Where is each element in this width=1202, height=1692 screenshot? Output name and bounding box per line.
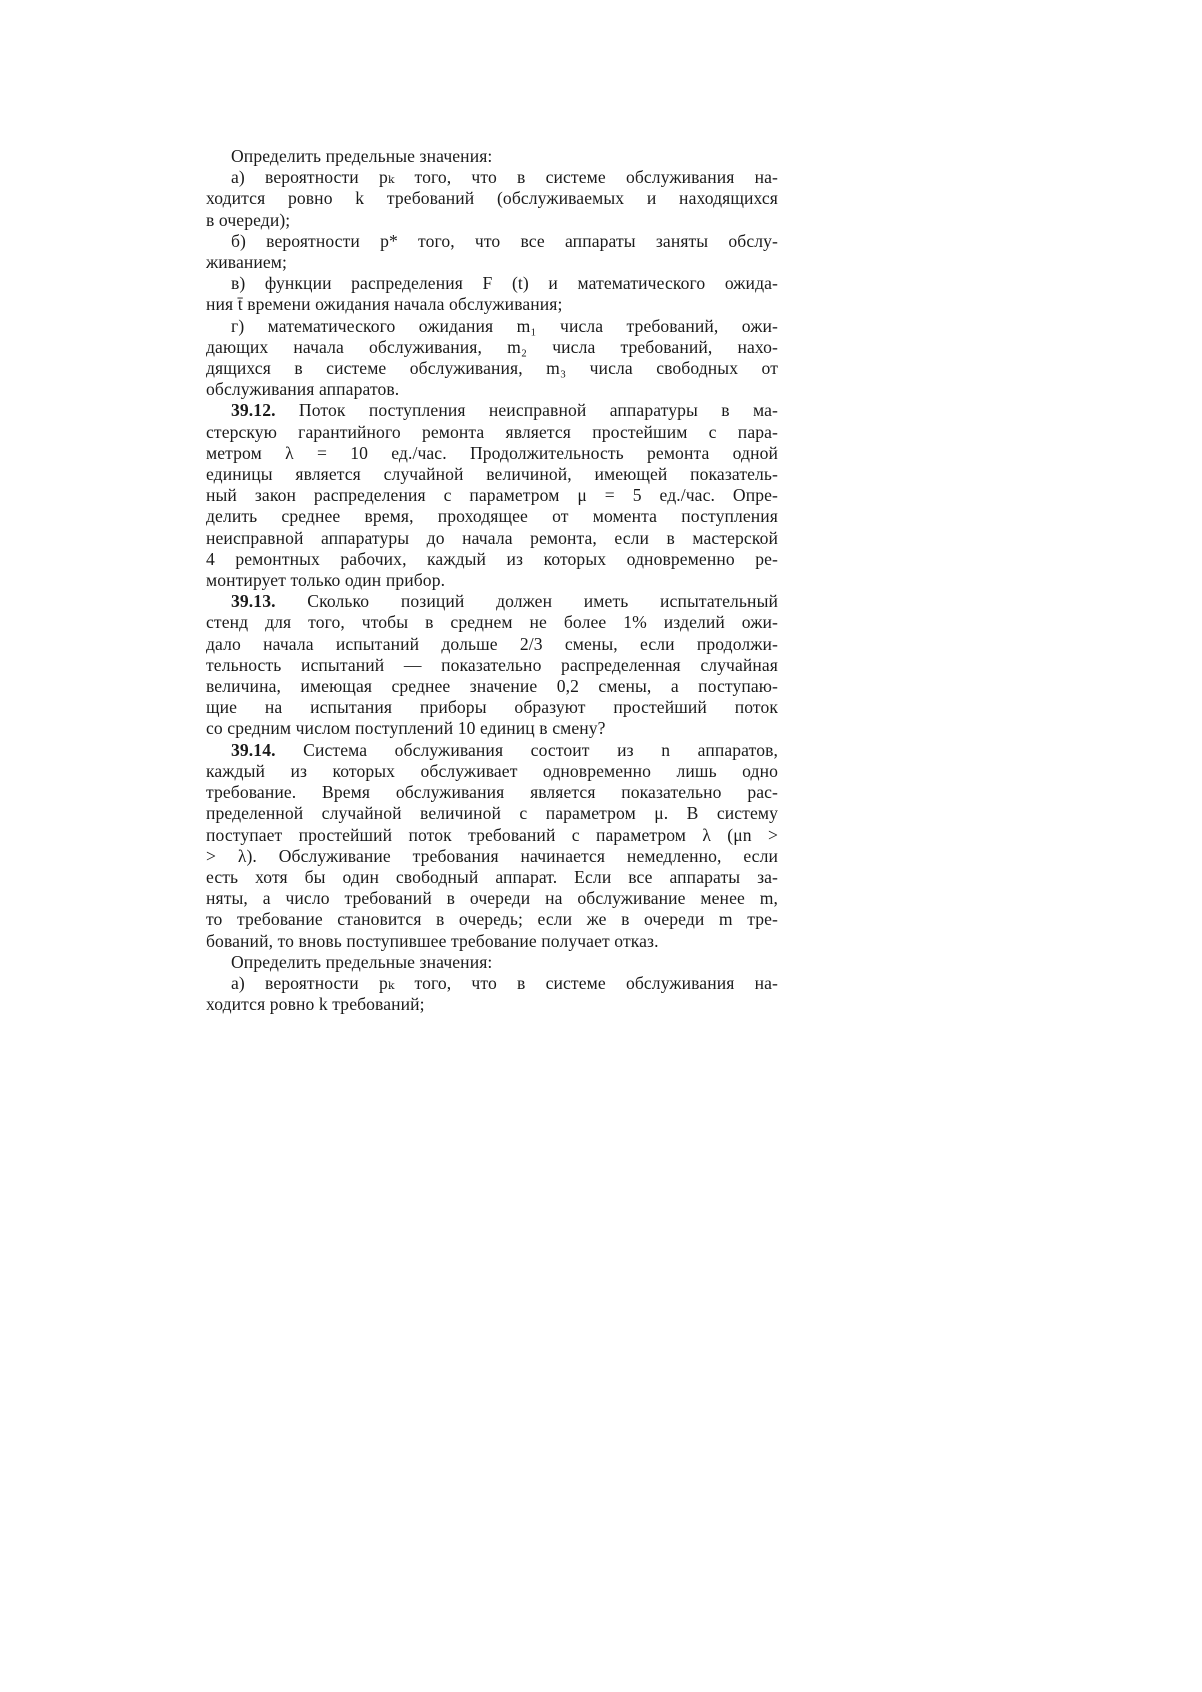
text-line: стерскую гарантийного ремонта является простейшим с пара- (206, 421, 778, 442)
text-line: величина, имеющая среднее значение 0,2 смены, а поступаю- (206, 676, 778, 697)
text-line: стенд для того, чтобы в среднем не более 1% изделий ожи- (206, 612, 778, 633)
text-line: метром λ = 10 ед./час. Продолжительность ремонта одной (206, 442, 778, 463)
text-line: б) вероятности p* того, что все аппараты заняты обслу- (231, 230, 778, 251)
text-line: пределенной случайной величиной с параметром μ. В систему (206, 803, 778, 824)
text-line: ный закон распределения с параметром μ = 5 ед./час. Опре- (206, 485, 778, 506)
text-line: дало начала испытаний дольше 2/3 смены, если продолжи- (206, 633, 778, 654)
paragraph-final-intro (206, 952, 778, 973)
text-line: в очереди); (206, 209, 291, 230)
text-line: обслуживания аппаратов. (206, 379, 400, 400)
text-line: единицы является случайной величиной, имеющей показатель- (206, 464, 778, 485)
text-line: тельность испытаний — показательно распределенная случайная (206, 654, 778, 675)
paragraph-intro (206, 146, 778, 167)
text-line: няты, а число требований в очереди на обслуживание менее m, (206, 888, 778, 909)
text-line: то требование становится в очередь; если же в очереди m тре- (206, 909, 778, 930)
problem-39-12 (206, 400, 778, 591)
text-line: каждый из которых обслуживает одновременно лишь одно (206, 760, 778, 781)
text-line: Определить предельные значения: (231, 146, 493, 166)
problem-first-line (206, 400, 778, 421)
problem-number: 39.13. (231, 591, 276, 612)
paragraph-final-item-a (206, 973, 778, 1015)
text-line: а) вероятности pₖ того, что в системе обслуживания на- (231, 167, 778, 188)
page-text (206, 146, 778, 1015)
text-line: неисправной аппаратуры до начала ремонта, если в мастерской (206, 527, 778, 548)
paragraph-item-a (206, 167, 778, 231)
problem-39-13 (206, 591, 778, 739)
text-line: поступает простейший поток требований с параметром λ (μn > (206, 824, 778, 845)
text-line: со средним числом поступлений 10 единиц в смену? (206, 718, 606, 739)
text-line: бований, то вновь поступившее требование получает отказ. (206, 930, 659, 951)
text-line: в) функции распределения F (t) и математического ожида- (231, 273, 778, 294)
text-line: ходится ровно k требований (обслуживаемых и находящихся (206, 188, 778, 209)
text-line: живанием; (206, 252, 288, 273)
text-line: ходится ровно k требований; (206, 994, 425, 1015)
text-line: требование. Время обслуживания является показательно рас- (206, 782, 778, 803)
text-line: дящихся в системе обслуживания, m₃ числа свободных от (206, 358, 778, 379)
problem-number: 39.12. (231, 400, 276, 421)
problem-first-line (206, 740, 778, 761)
text-line: ния t̄ времени ожидания начала обслуживания; (206, 294, 563, 315)
text-line: г) математического ожидания m₁ числа требований, ожи- (231, 315, 778, 336)
text-line: щие на испытания приборы образуют простейший поток (206, 697, 778, 718)
paragraph-item-b (206, 231, 778, 273)
text-line: монтирует только один прибор. (206, 570, 446, 591)
text-line: есть хотя бы один свободный аппарат. Если все аппараты за- (206, 866, 778, 887)
text-fragment: Система обслуживания состоит из n аппаратов, (303, 739, 778, 760)
text-line: дающих начала обслуживания, m₂ числа требований, нахо- (206, 336, 778, 357)
paragraph-item-g (206, 316, 778, 401)
text-fragment: Сколько позиций должен иметь испытательный (307, 591, 779, 612)
text-line: Определить предельные значения: (231, 951, 493, 972)
problem-number: 39.14. (231, 739, 276, 760)
text-fragment: Поток поступления неисправной аппаратуры в ма- (298, 400, 778, 421)
problem-39-14 (206, 740, 778, 952)
text-line: а) вероятности pₖ того, что в системе обслуживания на- (231, 972, 778, 993)
problem-first-line (206, 591, 778, 612)
paragraph-item-v (206, 273, 778, 315)
text-line: делить среднее время, проходящее от момента поступления (206, 506, 778, 527)
text-line: 4 ремонтных рабочих, каждый из которых одновременно ре- (206, 548, 778, 569)
text-line: > λ). Обслуживание требования начинается немедленно, если (206, 845, 778, 866)
